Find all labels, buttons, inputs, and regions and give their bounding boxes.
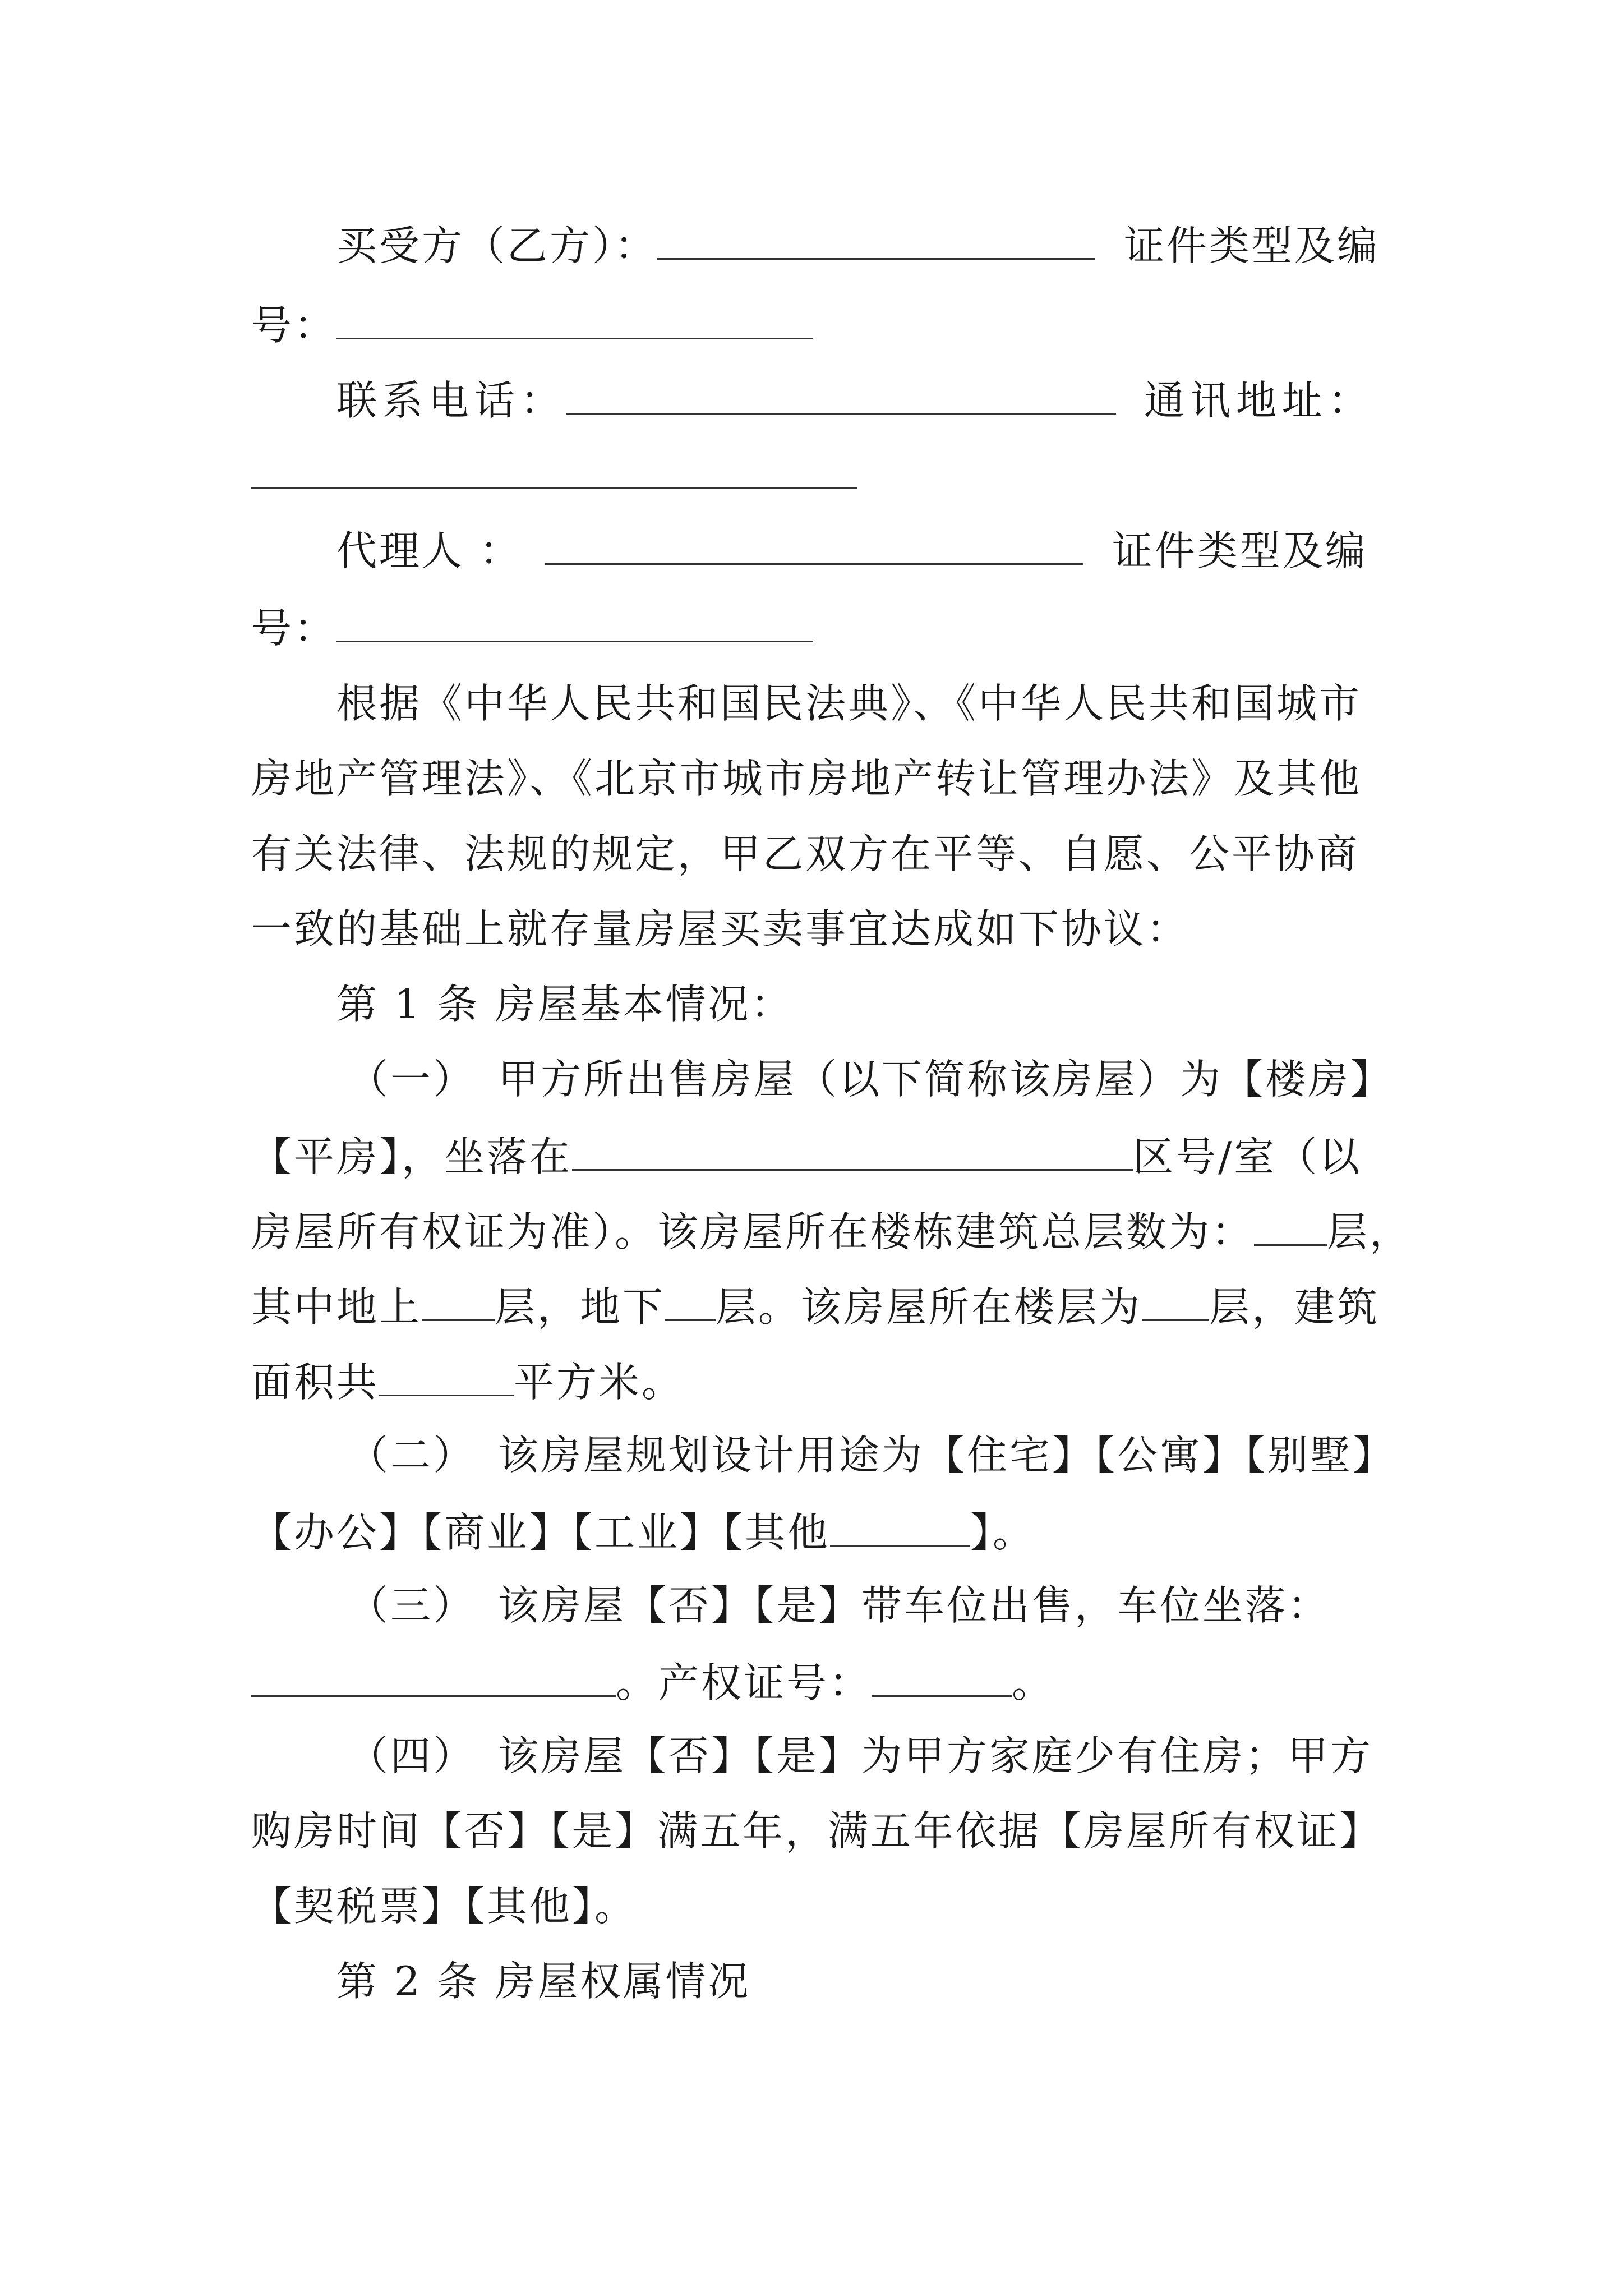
agent-line (336, 521, 1368, 579)
parking-location-blank[interactable] (251, 1653, 616, 1697)
address-label: 通讯地址： (1144, 377, 1375, 424)
item-4-line-1 (348, 1728, 1373, 1784)
article-2-title: 第 2 条 房屋权属情况 (336, 1958, 751, 2005)
item-3-text-1: 该房屋【否】【是】带车位出售，车位坐落： (498, 1582, 1331, 1629)
item-1-text-3b: 层， (1327, 1208, 1413, 1255)
item-1-text-3a: 房屋所有权证为准）。该房屋所在楼栋建筑总层数为： (251, 1208, 1255, 1255)
above-ground-blank[interactable] (422, 1277, 495, 1321)
item-1-line-4 (251, 1277, 1380, 1335)
item-1-text-5b: 平方米。 (514, 1359, 685, 1406)
item-1-text-4c: 层。该房屋所在楼层为 (716, 1283, 1142, 1331)
buyer-name-blank[interactable] (657, 215, 1095, 260)
item-1-line-1 (348, 1051, 1393, 1107)
buyer-id-label: 证件类型及编 (1124, 222, 1380, 269)
item-1-line-5 (251, 1352, 684, 1410)
item-2-line-2 (251, 1502, 1035, 1561)
item-1-text-1: 甲方所出售房屋（以下简称该房屋）为【楼房】 (498, 1056, 1394, 1103)
floor-blank[interactable] (1142, 1277, 1209, 1321)
item-3-text-2a: 。产权证号： (616, 1659, 872, 1706)
item-4-line-3: 【契税票】【其他】。 (251, 1883, 638, 1930)
item-1-text-4a: 其中地上 (251, 1283, 422, 1331)
buyer-line (336, 215, 1380, 274)
buyer-label: 买受方（乙方）： (336, 222, 658, 269)
agent-id-line (251, 598, 813, 656)
item-1-text-2b: 区号/室（以 (1133, 1133, 1362, 1180)
preamble-line-3: 有关法律、法规的规定，甲乙双方在平等、自愿、公平协商 (251, 830, 1360, 877)
item-2-text-2a: 【办公】【商业】【工业】【其他 (251, 1509, 831, 1556)
preamble-line-2: 房地产管理法》、《北京市城市房地产转让管理办法》及其他 (251, 755, 1362, 802)
area-blank[interactable] (379, 1352, 514, 1396)
agent-id-label: 证件类型及编 (1112, 527, 1368, 574)
item-2-text-1: 该房屋规划设计用途为【住宅】【公寓】【别墅】 (498, 1432, 1396, 1479)
total-floors-blank[interactable] (1254, 1202, 1327, 1246)
item-1-line-2 (251, 1126, 1362, 1185)
item-4-num: （四） (348, 1732, 476, 1779)
agent-name-blank[interactable] (545, 521, 1083, 565)
buyer-id-line (251, 295, 813, 353)
item-2-line-1 (348, 1427, 1395, 1483)
item-1-text-2a: 【平房】，坐落在 (251, 1133, 573, 1180)
item-2-text-2b: 】。 (970, 1509, 1036, 1556)
item-4-text-1: 该房屋【否】【是】为甲方家庭少有住房；甲方 (498, 1732, 1373, 1779)
other-use-blank[interactable] (830, 1502, 970, 1547)
item-1-line-3 (251, 1202, 1412, 1260)
item-3-num: （三） (348, 1582, 476, 1629)
agent-label: 代理人 ： (336, 527, 522, 574)
phone-blank[interactable] (566, 370, 1116, 415)
item-1-text-4b: 层，地下 (495, 1283, 666, 1331)
below-ground-blank[interactable] (665, 1277, 716, 1321)
buyer-id-blank[interactable] (336, 295, 813, 339)
item-3-line-1 (348, 1577, 1330, 1634)
item-3-text-2b: 。 (1012, 1659, 1055, 1706)
item-1-text-5a: 面积共 (251, 1359, 380, 1406)
location-blank[interactable] (572, 1126, 1133, 1171)
item-1-num: （一） (348, 1056, 476, 1103)
item-3-line-2 (251, 1653, 1054, 1711)
preamble-line-1: 根据《中华人民共和国民法典》、《中华人民共和国城市 (336, 680, 1362, 727)
phone-label: 联系电话： (336, 377, 567, 424)
agent-id-blank[interactable] (336, 598, 813, 642)
agent-id-label-cont: 号： (251, 605, 337, 652)
buyer-id-label-cont: 号： (251, 302, 337, 349)
preamble-line-4: 一致的基础上就存量房屋买卖事宜达成如下协议： (251, 905, 1189, 953)
item-1-text-4d: 层，建筑 (1209, 1283, 1380, 1331)
item-4-line-2: 购房时间【否】【是】满五年，满五年依据【房屋所有权证】 (251, 1807, 1382, 1855)
article-1-title: 第 1 条 房屋基本情况： (336, 981, 794, 1028)
item-2-num: （二） (348, 1432, 476, 1479)
address-blank[interactable] (251, 487, 857, 489)
certificate-number-blank[interactable] (872, 1653, 1012, 1697)
contact-line (336, 370, 1374, 429)
